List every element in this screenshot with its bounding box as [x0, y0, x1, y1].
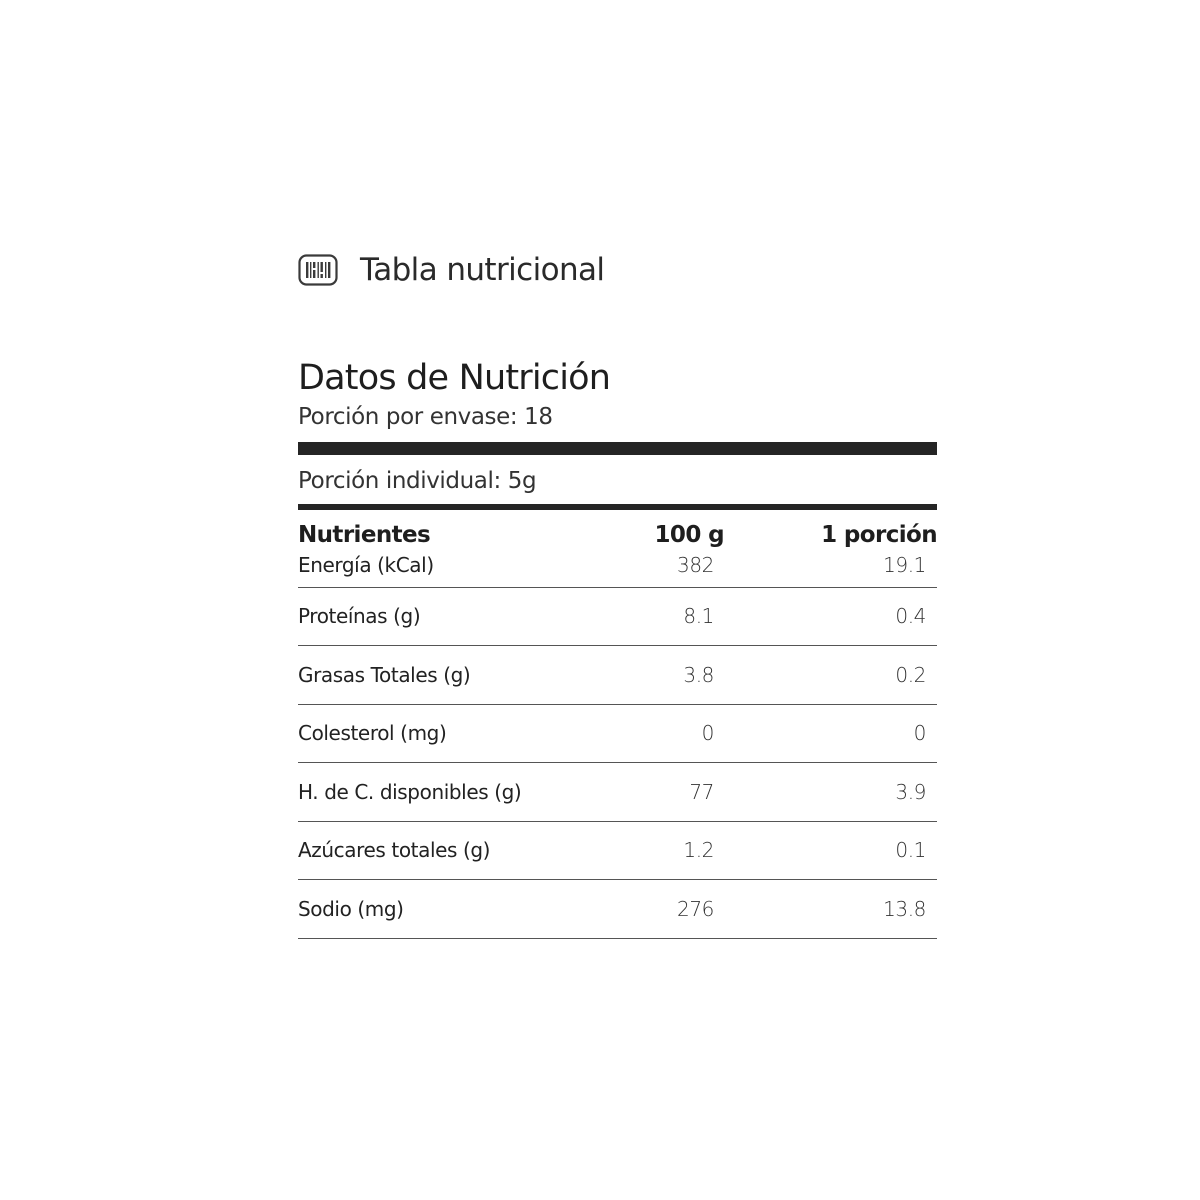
- value-per-100g: 8.1: [683, 604, 714, 629]
- thick-divider: [298, 442, 937, 455]
- nutrient-name: Grasas Totales (g): [298, 662, 471, 687]
- value-per-100g: 77: [689, 779, 714, 804]
- value-per-100g: 276: [677, 896, 714, 921]
- table-row: [298, 763, 937, 822]
- value-per-100g: 3.8: [683, 662, 714, 687]
- nutrient-name: Energía (kCal): [298, 553, 434, 577]
- value-per-100g: 0: [701, 721, 714, 746]
- table-row: [298, 588, 937, 647]
- table-row: [298, 548, 937, 588]
- nutrition-table-header[interactable]: [298, 248, 604, 292]
- nutrient-name: Azúcares totales (g): [298, 838, 491, 863]
- nutrition-facts-panel: [298, 355, 937, 939]
- column-header-per-serving: 1 porción: [821, 522, 937, 548]
- serving-size: Porción individual: 5g: [298, 468, 537, 494]
- table-row: [298, 705, 937, 764]
- value-per-serving: 19.1: [883, 553, 926, 577]
- barcode-icon: [298, 253, 338, 287]
- section-title: Tabla nutricional: [360, 252, 605, 288]
- table-header-row: [298, 510, 937, 548]
- column-header-nutrient: Nutrientes: [298, 522, 431, 548]
- value-per-100g: 1.2: [683, 838, 714, 863]
- servings-per-container: Porción por envase: 18: [298, 404, 553, 430]
- value-per-100g: 382: [677, 553, 714, 577]
- value-per-serving: 0.1: [895, 838, 926, 863]
- value-per-serving: 0: [913, 721, 926, 746]
- value-per-serving: 0.4: [895, 604, 926, 629]
- table-row: [298, 646, 937, 705]
- nutrient-name: Sodio (mg): [298, 896, 404, 921]
- value-per-serving: 0.2: [895, 662, 926, 687]
- facts-title: Datos de Nutrición: [298, 358, 611, 398]
- table-row: [298, 822, 937, 881]
- value-per-serving: 13.8: [883, 896, 926, 921]
- column-header-per-100g: 100 g: [654, 522, 724, 548]
- nutrient-name: Proteínas (g): [298, 604, 421, 629]
- nutrient-name: H. de C. disponibles (g): [298, 779, 522, 804]
- nutrient-name: Colesterol (mg): [298, 721, 447, 746]
- value-per-serving: 3.9: [895, 779, 926, 804]
- table-row: [298, 880, 937, 939]
